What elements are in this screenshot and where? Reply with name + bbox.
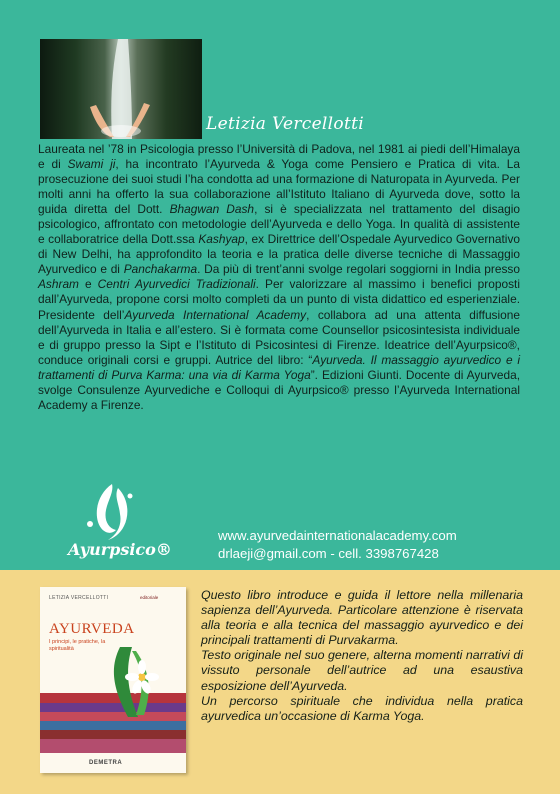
biography-segment: , ex Direttrice dell’Ospedale Ayurvedico Governativo di New Delhi, ha approfondito la teoria e la pratica delle diverse tecniche di Massaggio Ayurvedico e di	[38, 232, 521, 277]
biography-segment: ”. Edizioni Giunti. Docente di Ayurveda, svolge Consulenze Ayurvediche e Colloqui di Ayurpsico® presso l’Ayurveda International Academy a Firenze.	[38, 367, 520, 412]
biography-italic-segment: Panchakarma	[123, 262, 198, 277]
author-biography	[38, 142, 520, 413]
book-cover-illustration	[40, 647, 186, 757]
biography-segment: , collabora ad una attenta diffusione dell’Ayurveda in Italia e all’estero. Si è formata come Counsellor psicosintesista individuale e di gruppo presso la Sipt e l’Istituto di Psicosintesi di Firenze. Ideatrice dell’Ayurpsico®, conduce originali corsi e gruppi. Autrice del libro: “	[38, 307, 520, 367]
book-description	[201, 588, 523, 724]
book-publisher-brand: DEMETRA	[89, 760, 123, 766]
biography-italic-segment: Ayurveda. Il massaggio ayurvedico e i trattamenti di Purva Karma: una via di Karma Yoga	[38, 352, 521, 382]
biography-italic-segment: Ashram	[38, 277, 79, 292]
waterfall-hands-illustration	[40, 39, 202, 139]
biography-italic-segment: Swami ji	[67, 157, 116, 172]
email-phone: drlaeji@gmail.com - cell. 3398767428	[218, 546, 439, 561]
book-subtitle: I principi, le pratiche, la spiritualità	[49, 639, 106, 652]
book-cover	[40, 587, 186, 773]
blurb-line-2: Testo originale nel suo genere, alterna momenti narrativi di vissuto personale dell’autrice ad una esaustiva esposizione dell’Ayurveda.	[201, 648, 523, 693]
biography-segment: , si è specializzata nel trattamento del disagio psicologico, affrontato con metodologie dell’Ayurveda e dello Yoga. In qualità di assistente e collaboratrice della Dott.ssa	[38, 202, 521, 247]
website-link[interactable]: www.ayurvedainternationalacademy.com	[218, 528, 457, 543]
contact-info	[218, 527, 457, 563]
biography-segment: e	[78, 277, 98, 292]
biography-italic-segment: Kashyap	[198, 232, 245, 247]
biography-segment: Laureata nel ’78 in Psicologia presso l’Università di Padova, nel 1981 ai piedi dell’Himalaya e di	[38, 142, 520, 172]
ayurpsico-logo-text: Ayurpsico®	[68, 540, 172, 559]
book-title: AYURVEDA	[49, 621, 135, 637]
biography-italic-segment: Ayurveda International Academy	[124, 307, 307, 322]
blurb-line-3: Un percorso spirituale che individua nella pratica ayurvedica un’occasione di Karma Yoga.	[201, 693, 523, 723]
biography-italic-segment: Centri Ayurvedici Tradizionali	[97, 277, 256, 292]
author-name: Letizia Vercellotti	[206, 114, 364, 134]
book-author: LETIZIA VERCELLOTTI	[49, 595, 109, 601]
blurb-line-1: Questo libro introduce e guida il lettore nella millenaria sapienza dell’Ayurveda. Particolare attenzione è riservata alla teoria e alla tecnica del massaggio ayurvedico e dei principali trattamenti di Purvakarma.	[201, 588, 523, 648]
biography-segment: . Da più di trent’anni svolge regolari soggiorni in India presso	[197, 262, 520, 277]
book-publisher-mark: editoriale	[140, 595, 159, 600]
waterfall-hands-photo	[40, 39, 202, 139]
biography-segment: , ha incontrato l’Ayurveda & Yoga come Pensiero e Pratica di vita. La prosecuzione dei suoi studi l’ha condotta ad una formazione di Naturopata in Ayurveda. Per molti anni ha offerto la sua collaborazione all’Istituto Italiano di Ayurveda dove, sotto la guida diretta del Dott.	[38, 157, 520, 217]
biography-segment: . Per valorizzare al massimo i benefici proposti dall’Ayurveda, propone corsi molto completi da un punto di vista didattico ed esperienziale. Presidente dell’	[38, 277, 520, 322]
biography-paragraph	[38, 142, 520, 413]
biography-italic-segment: Bhagwan Dash	[169, 202, 255, 217]
